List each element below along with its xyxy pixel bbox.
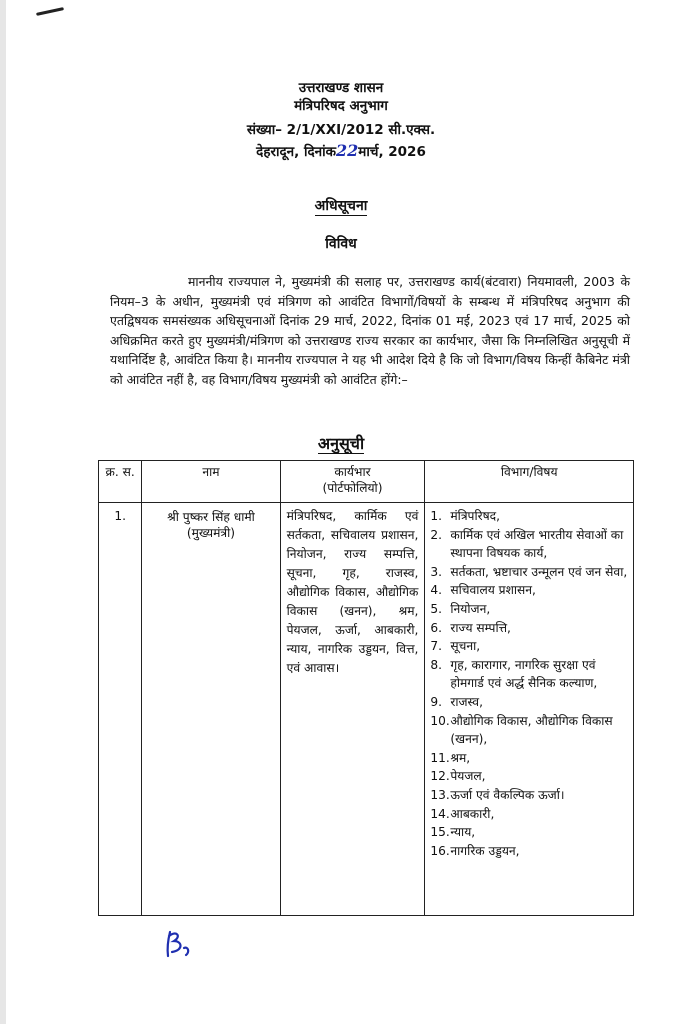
department-item	[430, 786, 628, 805]
col-header-portfolio-line2: (पोर्टफोलियो)	[322, 481, 383, 495]
department-text: नागरिक उड्डयन,	[450, 843, 520, 858]
department-text: मंत्रिपरिषद,	[450, 509, 501, 523]
table-header-row	[99, 461, 634, 503]
department-text: सर्तकता, भ्रष्टाचार उन्मूलन एवं जन सेवा,	[450, 564, 628, 579]
department-list	[426, 504, 632, 860]
department-text: सचिवालय प्रशासन,	[450, 583, 536, 598]
cell-name: श्री पुष्कर सिंह धामी (मुख्यमंत्री)	[142, 503, 280, 916]
col-header-portfolio-line1: कार्यभार	[334, 465, 371, 479]
department-item	[430, 767, 628, 786]
col-header-sno: क्र. स.	[99, 461, 142, 503]
department-item	[430, 600, 628, 619]
department-number: 8.	[430, 657, 443, 672]
subject-heading: विविध	[325, 236, 357, 252]
date-prefix: देहरादून, दिनांक	[256, 144, 337, 160]
date-line	[0, 142, 682, 161]
department-text: सूचना,	[450, 639, 481, 654]
department-number: 15.	[430, 825, 450, 840]
col-header-name: नाम	[142, 461, 280, 503]
handwritten-date-day: 22	[336, 141, 359, 160]
department-item	[430, 749, 628, 768]
department-number: 6.	[430, 620, 443, 635]
department-number: 10.	[430, 713, 450, 728]
department-item	[430, 693, 628, 712]
department-number: 4.	[430, 583, 443, 598]
cell-sno: 1.	[99, 503, 142, 916]
department-number: 5.	[430, 601, 443, 616]
department-number: 2.	[430, 527, 443, 542]
department-item	[430, 507, 628, 526]
department-number: 14.	[430, 806, 450, 821]
col-header-portfolio	[280, 461, 425, 503]
department-item	[430, 712, 628, 749]
department-number: 16.	[430, 843, 450, 858]
department-item	[430, 526, 628, 563]
department-text: गृह, कारागार, नागरिक सुरक्षा एवं होमगार्ड एवं अर्द्ध सैनिक कल्याण,	[450, 657, 598, 691]
department-number: 13.	[430, 787, 450, 802]
cell-portfolio: मंत्रिपरिषद, कार्मिक एवं सर्तकता, सचिवालय प्रशासन, नियोजन, राज्य सम्पत्ति, सूचना, गृह, राजस्व, औद्योगिक विकास, औद्योगिक विकास (खनन), श्रम, पेयजल, ऊर्जा, आबकारी, न्याय, नागरिक उड्डयन, वित्त, एवं आवास।	[280, 503, 425, 916]
body-text: माननीय राज्यपाल ने, मुख्यमंत्री की सलाह पर, उत्तराखण्ड कार्य(बंटवारा) नियमावली, 2003 के नियम–3 के अधीन, मुख्यमंत्री एवं मंत्रिगण को आवंटित विभागों/विषयों के सम्बन्ध में मंत्रिपरिषद अनुभाग की एतद्विषयक समसंख्यक अधिसूचनाओं दिनांक 29 मार्च, 2022, दिनांक 01 मई, 2023 एवं 17 मार्च, 2025 को अधिक्रमित करते हुए मुख्यमंत्री/मंत्रिगण को उत्तराखण्ड राज्य सरकार का कार्यभार, जैसा कि निम्नलिखित अनुसूची में यथानिर्दिष्ट है, आवंटित किया है। माननीय राज्यपाल ने यह भी आदेश दिये है कि जो विभाग/विषय किन्हीं कैबिनेट मंत्री को आवंटित नहीं है, वह विभाग/विषय मुख्यमंत्री को आवंटित होंगे:–	[110, 274, 630, 387]
department-item	[430, 842, 628, 861]
cell-departments	[425, 503, 634, 916]
department-number: 12.	[430, 769, 450, 784]
schedule-title: अनुसूची	[317, 434, 365, 453]
section-name: मंत्रिपरिषद अनुभाग	[294, 98, 388, 114]
department-text: औद्योगिक विकास, औद्योगिक विकास (खनन),	[450, 713, 613, 747]
col-header-departments: विभाग/विषय	[425, 461, 634, 503]
department-number: 11.	[430, 750, 450, 765]
department-text: श्रम,	[450, 750, 471, 765]
department-item	[430, 619, 628, 638]
handwritten-initial	[160, 928, 194, 960]
department-number: 7.	[430, 639, 443, 654]
table-row	[99, 503, 634, 916]
department-text: राज्य सम्पत्ति,	[450, 620, 511, 635]
schedule-table	[98, 460, 634, 916]
date-suffix: मार्च, 2026	[358, 144, 426, 160]
department-item	[430, 637, 628, 656]
department-text: नियोजन,	[450, 601, 491, 616]
department-text: ऊर्जा एवं वैकल्पिक ऊर्जा।	[450, 787, 565, 802]
department-text: पेयजल,	[450, 769, 486, 784]
department-text: कार्मिक एवं अखिल भारतीय सेवाओं का स्थापना विषयक कार्य,	[450, 527, 624, 561]
department-text: आबकारी,	[450, 806, 495, 821]
department-item	[430, 823, 628, 842]
body-paragraph	[110, 272, 630, 390]
department-number: 3.	[430, 564, 443, 579]
department-item	[430, 581, 628, 600]
reference-number: संख्या– 2/1/XXI/2012 सी.एक्स.	[246, 122, 436, 138]
department-item	[430, 805, 628, 824]
pen-mark	[36, 7, 64, 16]
department-item	[430, 656, 628, 693]
notification-title: अधिसूचना	[314, 198, 368, 214]
department-number: 1.	[430, 509, 443, 523]
department-text: राजस्व,	[450, 694, 483, 709]
department-number: 9.	[430, 694, 443, 709]
government-name: उत्तराखण्ड शासन	[298, 80, 384, 96]
department-item	[430, 563, 628, 582]
department-text: न्याय,	[450, 825, 476, 840]
